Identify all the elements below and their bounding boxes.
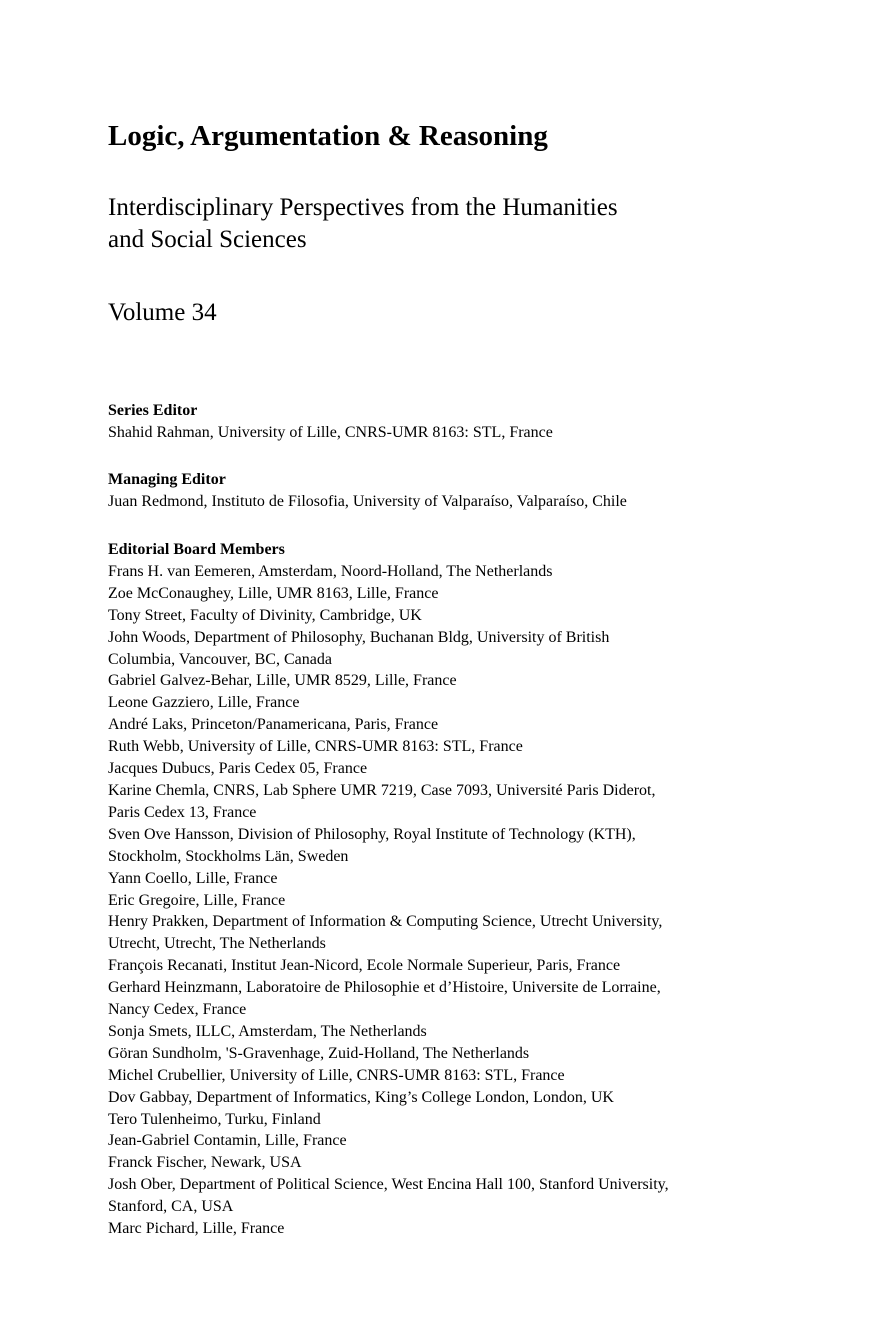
series-editor-section	[108, 400, 553, 444]
member-line: Leone Gazziero, Lille, France	[108, 694, 300, 712]
member-line: Eric Gregoire, Lille, France	[108, 891, 286, 909]
subtitle-line-1: Interdisciplinary Perspectives from the Humanities	[108, 194, 618, 221]
member-line: Gabriel Galvez-Behar, Lille, UMR 8529, Lille, France	[108, 672, 457, 690]
editorial-board-section	[108, 539, 669, 1240]
member-line: Tero Tulenheimo, Turku, Finland	[108, 1110, 321, 1128]
managing-editor-heading: Managing Editor	[108, 471, 226, 488]
member-line: Jean-Gabriel Contamin, Lille, France	[108, 1132, 347, 1150]
member-line: Michel Crubellier, University of Lille, CNRS-UMR 8163: STL, France	[108, 1066, 565, 1084]
member-line: Marc Pichard, Lille, France	[108, 1220, 285, 1238]
volume-number: Volume 34	[108, 299, 217, 326]
member-line: Nancy Cedex, France	[108, 1001, 247, 1019]
managing-editor-list	[108, 491, 627, 513]
member-line: Göran Sundholm, 'S-Gravenhage, Zuid-Holland, The Netherlands	[108, 1044, 530, 1062]
member-line: Tony Street, Faculty of Divinity, Cambridge, UK	[108, 606, 422, 624]
member-line: Jacques Dubucs, Paris Cedex 05, France	[108, 760, 368, 778]
member-line: Zoe McConaughey, Lille, UMR 8163, Lille, France	[108, 584, 439, 602]
member-line: Gerhard Heinzmann, Laboratoire de Philosophie et d’Histoire, Universite de Lorraine,	[108, 979, 661, 997]
member-line: Sonja Smets, ILLC, Amsterdam, The Netherlands	[108, 1022, 427, 1040]
member-line: Henry Prakken, Department of Information & Computing Science, Utrecht University,	[108, 913, 663, 931]
member-line: Paris Cedex 13, France	[108, 803, 257, 821]
member-line: Ruth Webb, University of Lille, CNRS-UMR 8163: STL, France	[108, 738, 523, 756]
member-line: Stockholm, Stockholms Län, Sweden	[108, 847, 349, 865]
member-line: Franck Fischer, Newark, USA	[108, 1154, 302, 1172]
member-line: Frans H. van Eemeren, Amsterdam, Noord-Holland, The Netherlands	[108, 562, 553, 580]
member-line: Josh Ober, Department of Political Science, West Encina Hall 100, Stanford University,	[108, 1176, 669, 1194]
subtitle-line-2: and Social Sciences	[108, 226, 307, 253]
member-line: Yann Coello, Lille, France	[108, 869, 278, 887]
member-line: John Woods, Department of Philosophy, Buchanan Bldg, University of British	[108, 628, 610, 646]
member-line: Shahid Rahman, University of Lille, CNRS-UMR 8163: STL, France	[108, 423, 553, 441]
member-line: André Laks, Princeton/Panamericana, Paris, France	[108, 716, 439, 734]
editorial-board-heading: Editorial Board Members	[108, 541, 285, 558]
member-line: Sven Ove Hansson, Division of Philosophy, Royal Institute of Technology (KTH),	[108, 825, 636, 843]
series-editor-list	[108, 422, 553, 444]
member-line: Dov Gabbay, Department of Informatics, King’s College London, London, UK	[108, 1088, 614, 1106]
member-line: Utrecht, Utrecht, The Netherlands	[108, 935, 326, 953]
member-line: Columbia, Vancouver, BC, Canada	[108, 650, 332, 668]
member-line: Karine Chemla, CNRS, Lab Sphere UMR 7219, Case 7093, Université Paris Diderot,	[108, 781, 656, 799]
series-title: Logic, Argumentation & Reasoning	[108, 120, 548, 152]
series-subtitle	[108, 192, 618, 256]
member-line: François Recanati, Institut Jean-Nicord, Ecole Normale Superieur, Paris, France	[108, 957, 621, 975]
editorial-board-list	[108, 561, 669, 1240]
series-editor-heading: Series Editor	[108, 402, 198, 419]
member-line: Juan Redmond, Instituto de Filosofia, University of Valparaíso, Valparaíso, Chile	[108, 492, 627, 510]
managing-editor-section	[108, 469, 627, 513]
member-line: Stanford, CA, USA	[108, 1198, 234, 1216]
